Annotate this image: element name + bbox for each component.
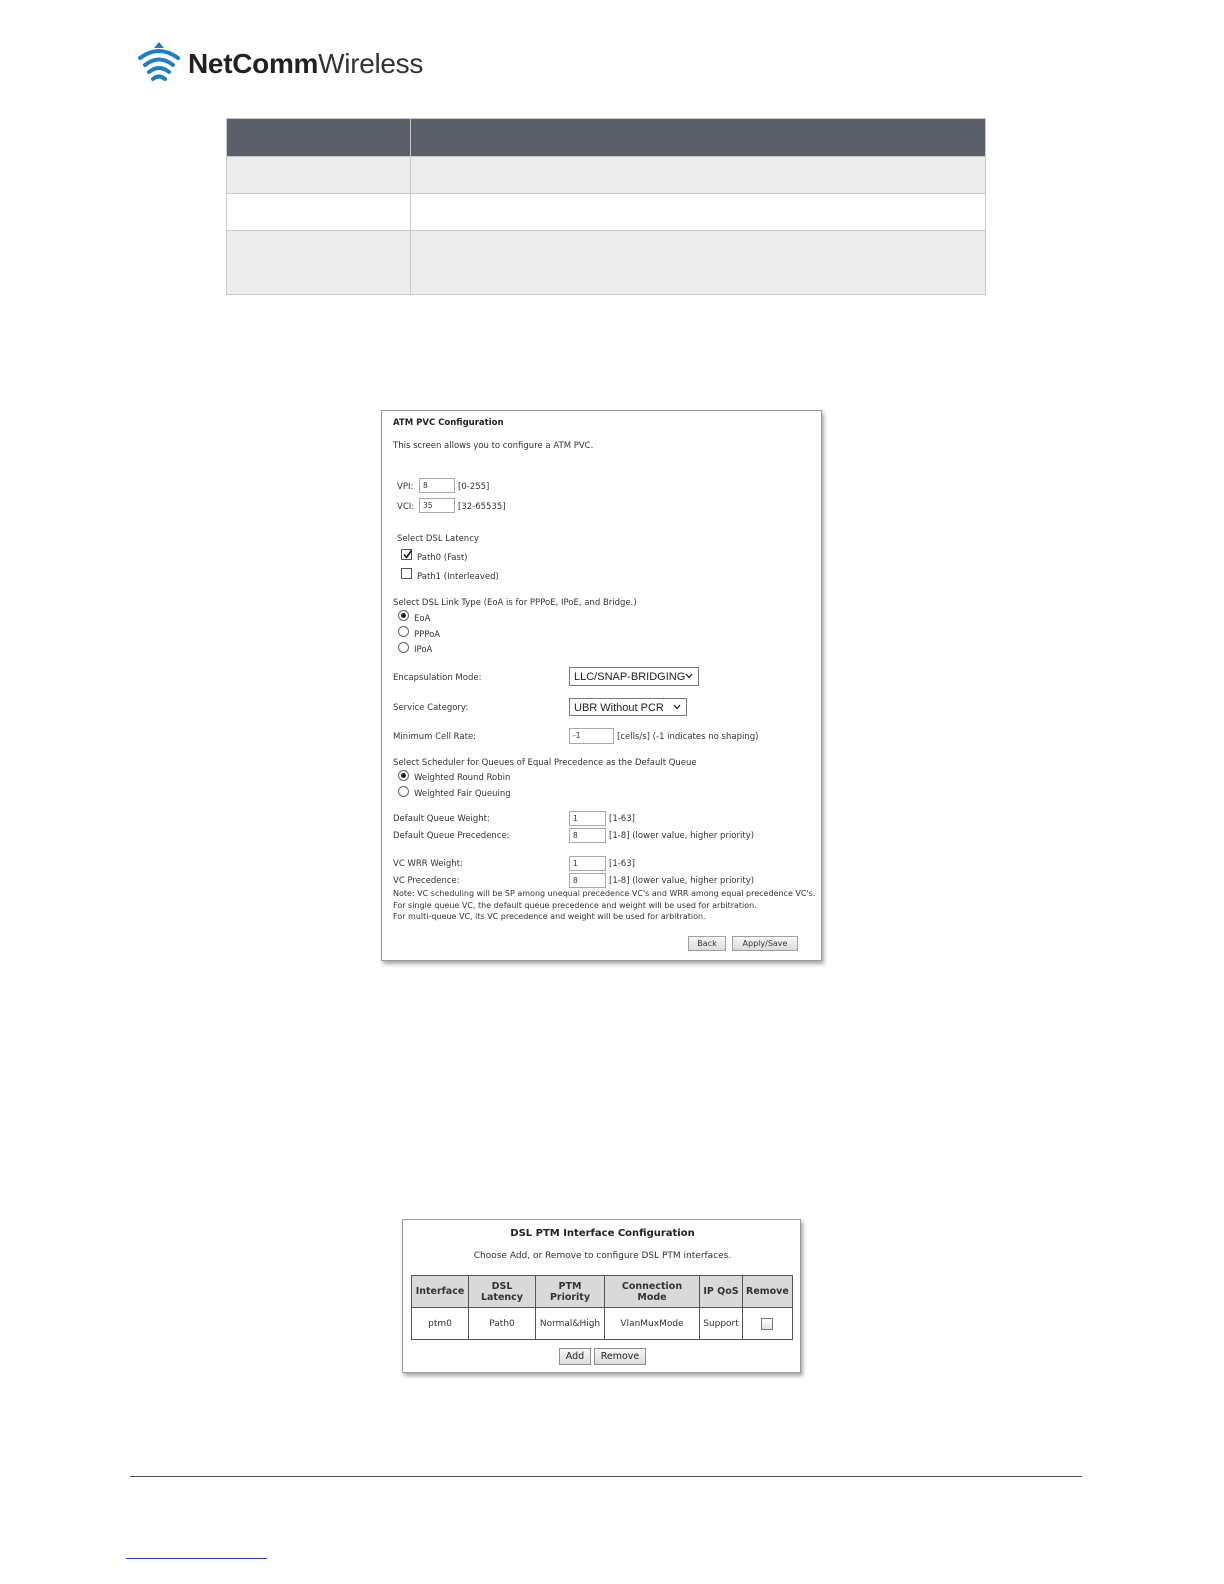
vc-precedence-hint: [1-8] (lower value, higher priority) [609, 876, 755, 886]
path0-checkbox[interactable] [401, 549, 412, 560]
ptm-interface-table [411, 1275, 793, 1340]
col-ptm-priority: PTM Priority [536, 1276, 605, 1308]
dq-precedence-label: Default Queue Precedence: [393, 831, 510, 841]
vpi-range: [0-255] [458, 482, 490, 492]
col-interface: Interface [412, 1276, 469, 1308]
parameter-table [226, 118, 986, 295]
pppoa-radio[interactable] [398, 626, 409, 637]
cell-mode: VlanMuxMode [605, 1308, 700, 1340]
vci-range: [32-65535] [458, 502, 506, 512]
checkmark-icon [402, 549, 413, 560]
col-ip-qos: IP QoS [700, 1276, 743, 1308]
col-dsl-latency: DSL Latency [469, 1276, 536, 1308]
note-line: Note: VC scheduling will be SP among unequal precedence VC's and WRR among equal precedence VC's. [393, 889, 816, 898]
path0-label: Path0 (Fast) [417, 553, 468, 563]
brand-name: NetCommWireless [188, 48, 424, 79]
link-type-heading: Select DSL Link Type (EoA is for PPPoE, IPoE, and Bridge.) [393, 598, 637, 608]
chevron-down-icon [673, 704, 681, 710]
col-connection-mode: Connection Mode [605, 1276, 700, 1308]
back-button[interactable]: Back [688, 936, 726, 951]
remove-button[interactable]: Remove [594, 1348, 646, 1365]
dq-weight-label: Default Queue Weight: [393, 814, 490, 824]
wireless-waves-icon [134, 40, 184, 86]
path1-checkbox[interactable] [401, 568, 412, 579]
cell-priority: Normal&High [536, 1308, 605, 1340]
table-row [227, 157, 986, 194]
atm-pvc-configuration-panel [381, 410, 822, 961]
dq-weight-hint: [1-63] [609, 814, 635, 824]
remove-checkbox[interactable] [761, 1318, 773, 1330]
ipoa-radio[interactable] [398, 642, 409, 653]
dsl-ptm-configuration-panel [402, 1219, 801, 1373]
cell-remove [743, 1308, 793, 1340]
vc-precedence-input[interactable]: 8 [569, 873, 606, 888]
wfq-radio[interactable] [398, 786, 409, 797]
description: This screen allows you to configure a ATM PVC. [393, 441, 594, 451]
vci-input[interactable]: 35 [419, 498, 455, 513]
footer-divider [130, 1476, 1082, 1477]
ipoa-label: IPoA [414, 645, 433, 655]
dq-precedence-input[interactable]: 8 [569, 828, 606, 843]
footer-link-underline[interactable] [126, 1558, 267, 1559]
eoa-label: EoA [414, 614, 431, 624]
chevron-down-icon [685, 673, 693, 679]
wrr-label: Weighted Round Robin [414, 773, 511, 783]
service-category-value: UBR Without PCR [574, 702, 664, 714]
min-cell-rate-input[interactable]: -1 [569, 728, 614, 744]
page-title: ATM PVC Configuration [393, 418, 504, 428]
vc-wrr-input[interactable]: 1 [569, 856, 606, 871]
table-row [227, 194, 986, 231]
add-button[interactable]: Add [559, 1348, 591, 1365]
vci-label: VCI: [397, 502, 415, 512]
vc-precedence-label: VC Precedence: [393, 876, 460, 886]
encapsulation-value: LLC/SNAP-BRIDGING [574, 671, 686, 683]
col-remove: Remove [743, 1276, 793, 1308]
min-cell-rate-hint: [cells/s] (-1 indicates no shaping) [617, 732, 759, 742]
ptm-title: DSL PTM Interface Configuration [510, 1228, 695, 1239]
note-line: For single queue VC, the default queue precedence and weight will be used for arbitration. [393, 901, 757, 910]
radio-selected-dot [401, 773, 406, 778]
cell-qos: Support [700, 1308, 743, 1340]
cell-latency: Path0 [469, 1308, 536, 1340]
service-category-label: Service Category: [393, 703, 469, 713]
radio-selected-dot [401, 613, 406, 618]
scheduler-heading: Select Scheduler for Queues of Equal Precedence as the Default Queue [393, 758, 697, 768]
vpi-label: VPI: [397, 482, 414, 492]
ptm-subtitle: Choose Add, or Remove to configure DSL PTM interfaces. [473, 1251, 732, 1261]
table-header-row [227, 119, 986, 157]
vc-wrr-label: VC WRR Weight: [393, 859, 463, 869]
table-row [227, 231, 986, 295]
vpi-input[interactable]: 8 [419, 478, 455, 493]
cell-interface: ptm0 [412, 1308, 469, 1340]
encapsulation-label: Encapsulation Mode: [393, 673, 482, 683]
latency-heading: Select DSL Latency [397, 534, 479, 544]
dq-weight-input[interactable]: 1 [569, 811, 606, 826]
vc-wrr-hint: [1-63] [609, 859, 635, 869]
wrr-radio[interactable] [398, 770, 409, 781]
pppoa-label: PPPoA [414, 630, 441, 640]
wfq-label: Weighted Fair Queuing [414, 789, 511, 799]
table-header-row [412, 1276, 793, 1308]
encapsulation-select[interactable] [569, 667, 699, 686]
table-row [412, 1308, 793, 1340]
dq-precedence-hint: [1-8] (lower value, higher priority) [609, 831, 755, 841]
eoa-radio[interactable] [398, 610, 409, 621]
min-cell-rate-label: Minimum Cell Rate: [393, 732, 477, 742]
apply-save-button[interactable]: Apply/Save [732, 936, 798, 951]
service-category-select[interactable] [569, 698, 687, 716]
path1-label: Path1 (Interleaved) [417, 572, 499, 582]
note-line: For multi-queue VC, its VC precedence and weight will be used for arbitration. [393, 912, 706, 921]
